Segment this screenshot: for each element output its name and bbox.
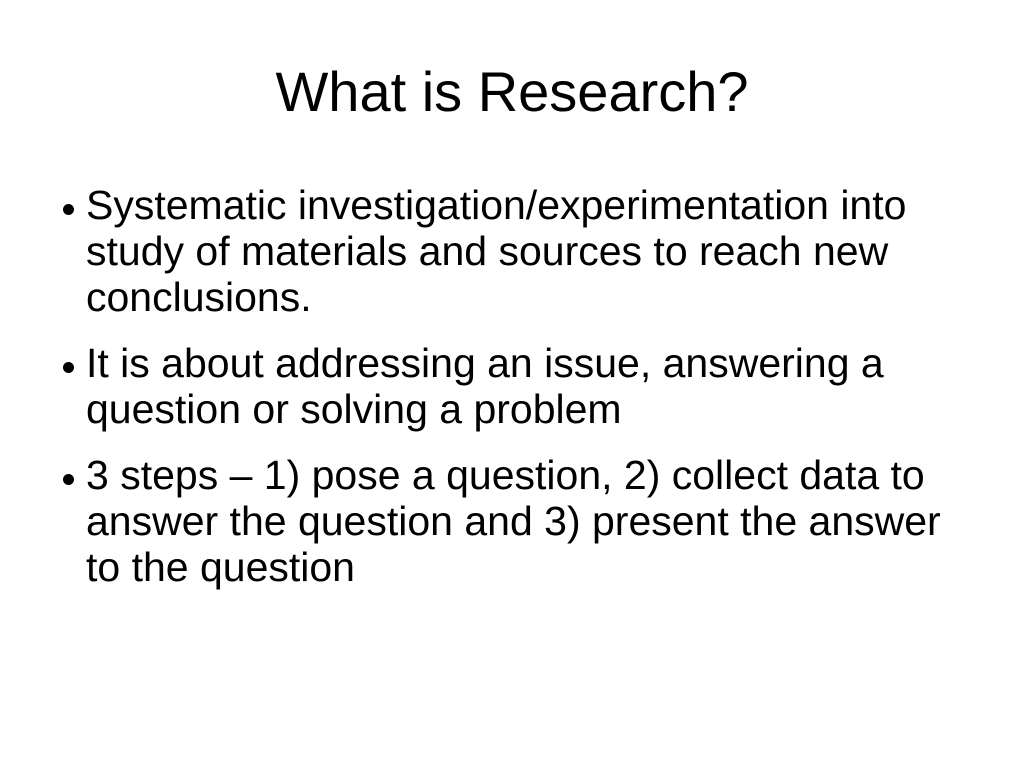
bullet-text: 3 steps – 1) pose a question, 2) collect data to answer the question and 3) present the answer to the question xyxy=(86,452,941,590)
bullet-list xyxy=(86,182,974,590)
bullet-dot-icon xyxy=(63,204,74,215)
bullet-item xyxy=(86,452,974,590)
bullet-dot-icon xyxy=(63,362,74,373)
bullet-text: Systematic investigation/experimentation into study of materials and sources to reach new conclusions. xyxy=(86,182,907,320)
bullet-item xyxy=(86,182,974,320)
bullet-item xyxy=(86,340,974,432)
bullet-text: It is about addressing an issue, answering a question or solving a problem xyxy=(86,340,884,432)
slide-title: What is Research? xyxy=(275,60,749,123)
bullet-dot-icon xyxy=(63,474,74,485)
